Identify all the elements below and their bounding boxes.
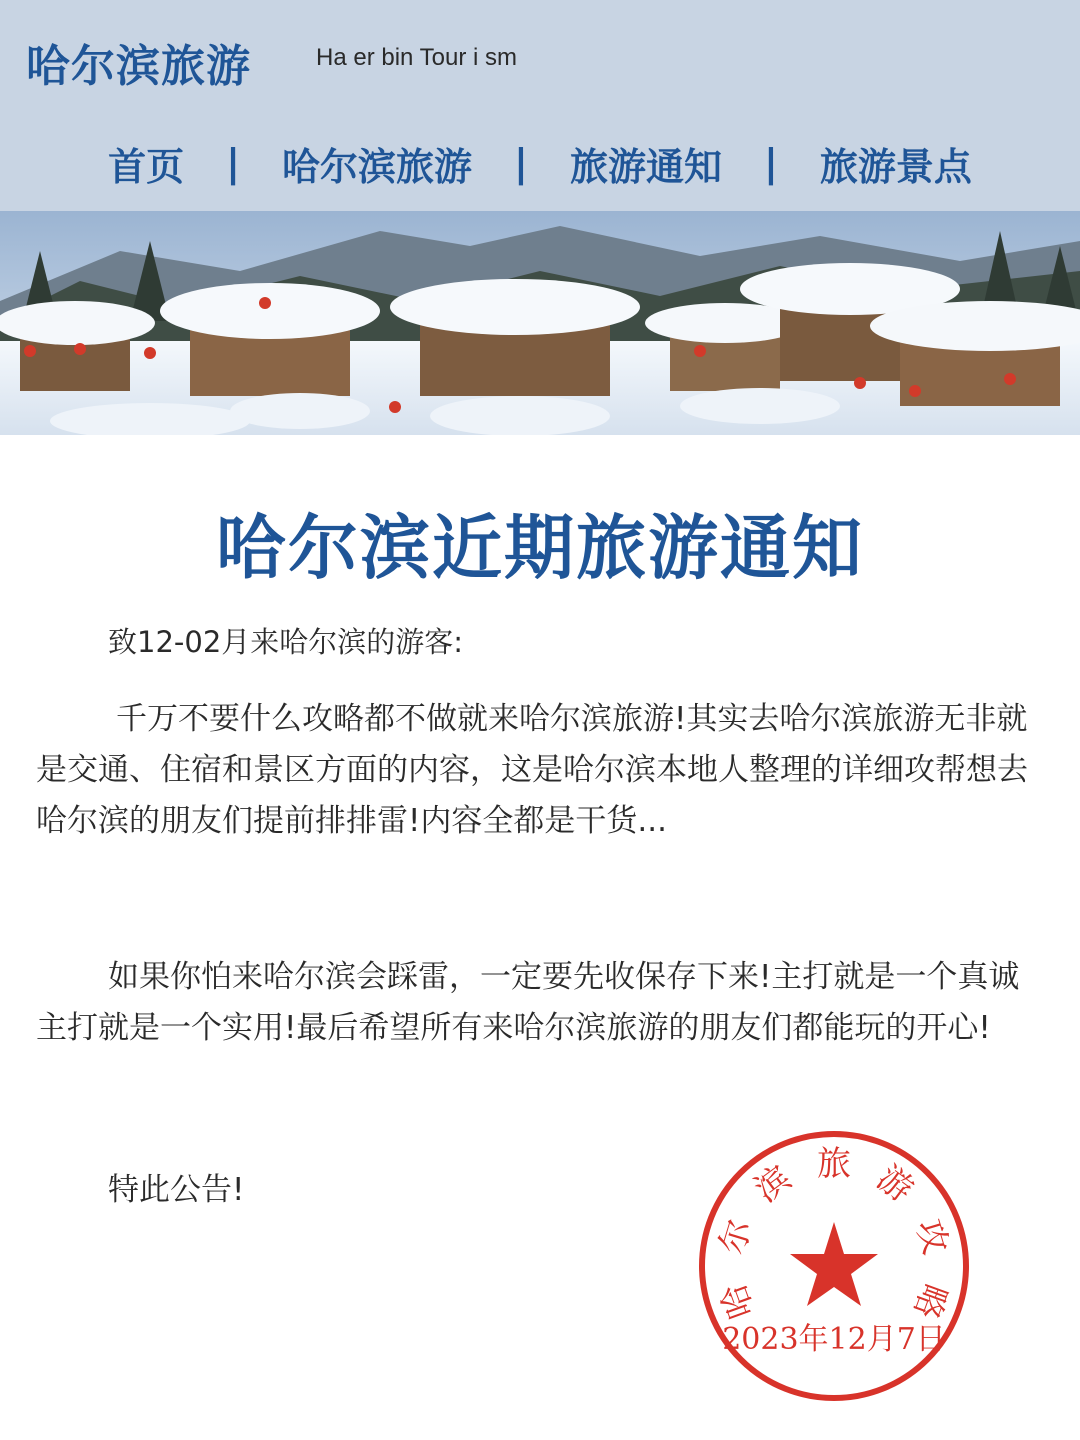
official-seal <box>694 1126 974 1406</box>
site-logo-english: Ha er bin Tour i sm <box>316 44 517 71</box>
notice-greeting: 致12-02月来哈尔滨的游客: <box>108 625 464 659</box>
nav-attractions[interactable]: 旅游景点 <box>819 144 972 189</box>
notice-paragraph-2: 如果你怕来哈尔滨会踩雷，一定要先收保存下来!主打就是一个真诚主打就是一个实用!最后希望所有来哈尔滨旅游的朋友们都能玩的开心! <box>36 959 1020 1046</box>
notice-title: 哈尔滨近期旅游通知 <box>216 507 864 589</box>
seal-char: 哈 <box>713 1278 763 1324</box>
nav-harbin-tourism[interactable]: 哈尔滨旅游 <box>282 144 473 189</box>
seal-char: 略 <box>905 1278 955 1324</box>
seal-char: 旅 <box>817 1144 851 1184</box>
seal-char: 攻 <box>907 1214 956 1259</box>
main-nav <box>0 136 1080 190</box>
site-logo[interactable]: 哈尔滨旅游 <box>26 41 251 92</box>
notice-paragraph-1: 千万不要什么攻略都不做就来哈尔滨旅游!其实去哈尔滨旅游无非就是交通、住宿和景区方面的内容，这是哈尔滨本地人整理的详细攻帮想去哈尔滨的朋友们提前排排雷!内容全都是干货... <box>36 701 1028 839</box>
seal-char: 滨 <box>747 1157 799 1211</box>
banner-image <box>0 211 1080 435</box>
seal-char: 游 <box>869 1157 921 1211</box>
notice-closing: 特此公告! <box>108 1172 245 1208</box>
seal-char: 尔 <box>712 1214 761 1259</box>
star-icon <box>790 1222 878 1306</box>
seal-stamp-icon <box>694 1126 974 1406</box>
nav-separator: | <box>763 141 778 185</box>
snow-village-banner <box>0 211 1080 435</box>
site-header <box>0 0 1080 211</box>
nav-home[interactable]: 首页 <box>108 144 185 189</box>
nav-separator: | <box>514 141 528 185</box>
nav-separator: | <box>226 141 241 185</box>
seal-date: 2023年12月7日 <box>722 1322 946 1357</box>
nav-travel-notice[interactable]: 旅游通知 <box>569 144 722 189</box>
